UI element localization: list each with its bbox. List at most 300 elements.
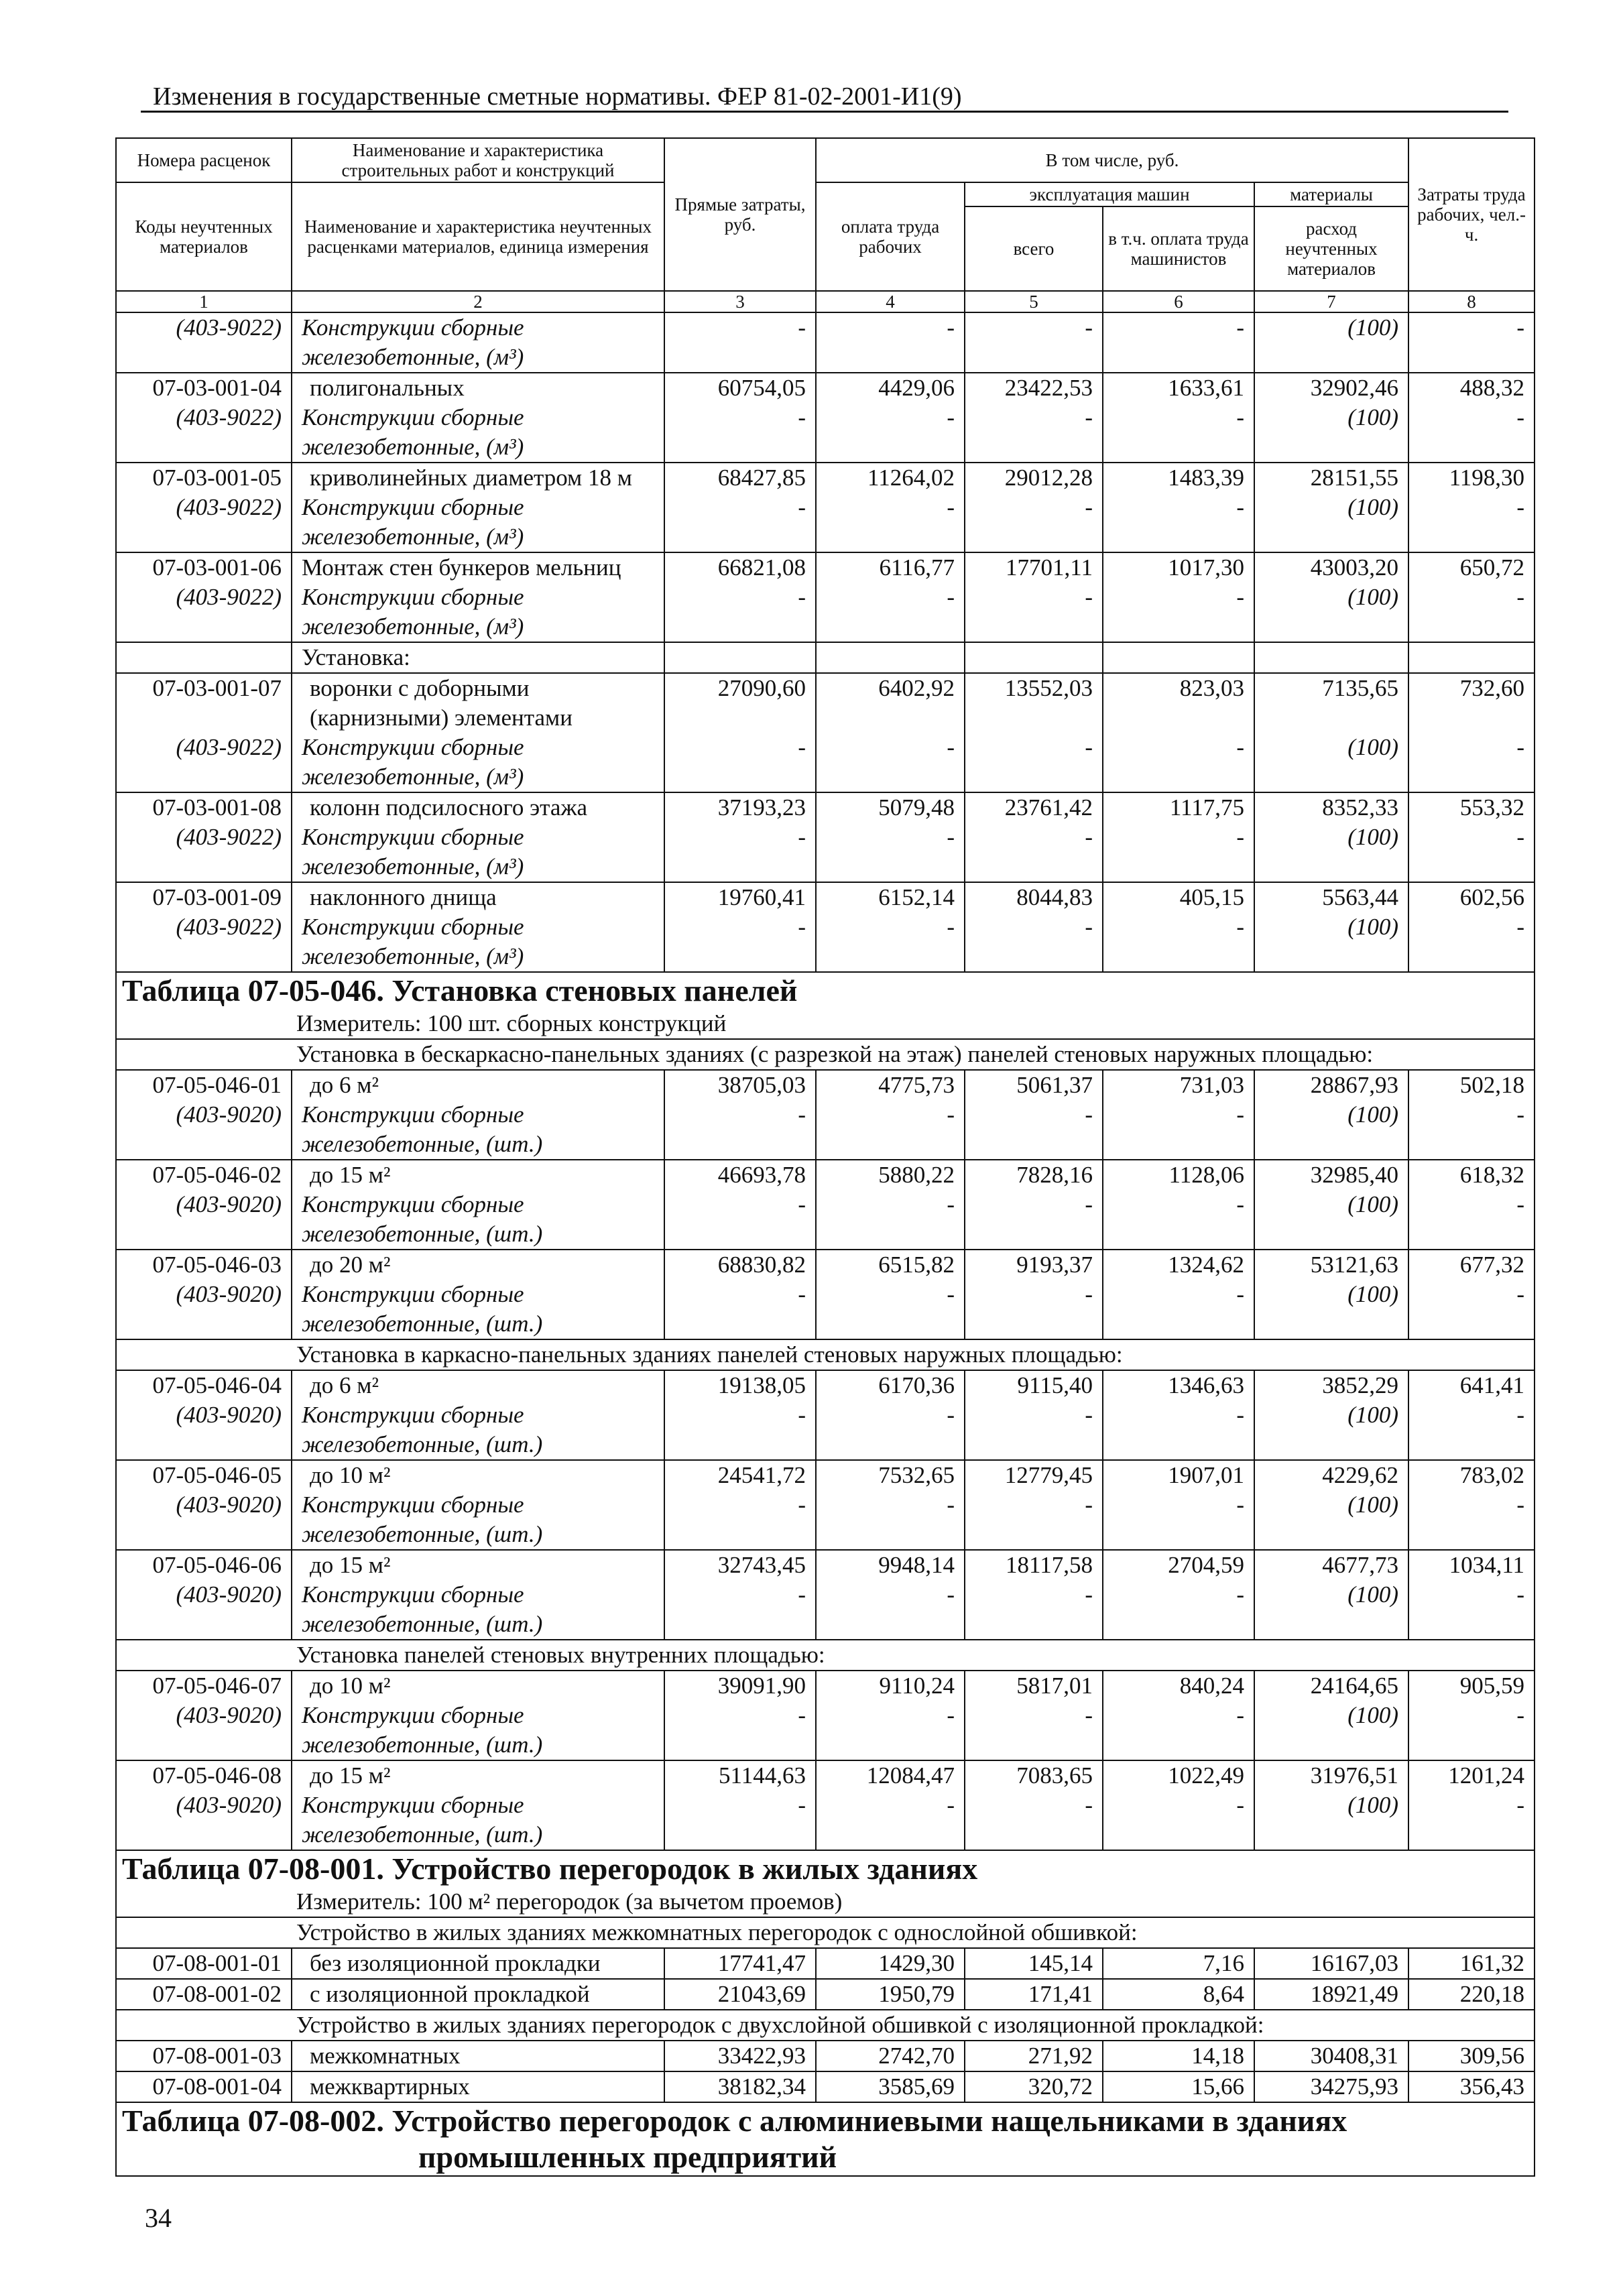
cell-dash: - [664,1400,816,1460]
cell-dash: - [816,823,965,882]
rate-direct-cost: 33422,93 [664,2041,816,2071]
cell-dash: - [965,1580,1103,1640]
rate-direct-cost: 21043,69 [664,1979,816,2010]
cell-dash: - [1103,1280,1254,1339]
rate-row [116,1370,1535,1400]
material-consumption: (100) [1254,1280,1408,1339]
material-name: Конструкции сборные железобетонные, (шт.) [292,1400,664,1460]
empty-cell [1254,642,1408,673]
rate-labor-pay: 6515,82 [816,1250,965,1280]
cell-dash: - [1103,1490,1254,1550]
cell-dash: - [1103,583,1254,642]
meter-row [116,1009,1535,1039]
rate-machinists-pay: 840,24 [1103,1671,1254,1701]
cell-dash: - [965,1490,1103,1550]
material-consumption: (100) [1254,493,1408,552]
cell-dash: - [1408,1791,1535,1850]
cell-dash: - [664,733,816,792]
material-row [116,823,1535,882]
material-name: Конструкции сборные железобетонные, (шт.) [292,1100,664,1160]
rate-labor-hours: 905,59 [1408,1671,1535,1701]
rate-labor-pay: 6152,14 [816,882,965,912]
rates-table-container [115,137,1534,2177]
header-machines: эксплуатация машин [965,182,1254,206]
material-name: Конструкции сборные железобетонные, (шт.) [292,1701,664,1760]
header-col7: расход неучтенных материалов [1254,206,1408,291]
rate-labor-hours: 783,02 [1408,1460,1535,1490]
table-header [116,138,1535,312]
rate-row [116,1550,1535,1580]
section-label: Установка панелей стеновых внутренних площадью: [116,1640,1535,1671]
rate-labor-pay: 1429,30 [816,1948,965,1979]
empty-cell [664,642,816,673]
header-col2-bottom: Наименование и характеристика неучтенных расценками материалов, единица измерения [292,182,664,291]
material-consumption: (100) [1254,1490,1408,1550]
cell-dash: - [816,1701,965,1760]
rate-machines-total: 18117,58 [965,1550,1103,1580]
rate-machinists-pay: 731,03 [1103,1070,1254,1100]
rate-materials: 43003,20 [1254,552,1408,583]
rate-direct-cost: 37193,23 [664,792,816,823]
material-code: (403-9020) [116,1701,292,1760]
material-consumption: (100) [1254,1580,1408,1640]
column-number: 2 [292,291,664,312]
header-col4: оплата труда рабочих [816,182,965,291]
rate-labor-hours: 553,32 [1408,792,1535,823]
rate-labor-hours: 1034,11 [1408,1550,1535,1580]
rate-machines-total: 320,72 [965,2071,1103,2102]
cell-dash: - [816,1100,965,1160]
header-col2-top: Наименование и характеристика строительных работ и конструкций [292,138,664,182]
rate-materials: 28151,55 [1254,463,1408,493]
rate-machinists-pay: 1324,62 [1103,1250,1254,1280]
rate-id: 07-05-046-07 [116,1671,292,1701]
rate-labor-hours: 732,60 [1408,673,1535,733]
cell-dash: - [816,312,965,373]
material-consumption: (100) [1254,1701,1408,1760]
rate-id: 07-05-046-08 [116,1760,292,1791]
table-title: Таблица 07-05-046. Установка стеновых панелей [116,972,1535,1009]
rate-materials: 16167,03 [1254,1948,1408,1979]
cell-dash: - [965,1701,1103,1760]
cell-dash: - [664,1490,816,1550]
cell-dash: - [1103,912,1254,972]
cell-dash: - [816,583,965,642]
cell-dash: - [664,912,816,972]
material-consumption: (100) [1254,1100,1408,1160]
rate-machines-total: 145,14 [965,1948,1103,1979]
rate-labor-pay: 6402,92 [816,673,965,733]
section-label-row [116,1039,1535,1070]
rate-id: 07-05-046-04 [116,1370,292,1400]
rate-direct-cost: 19760,41 [664,882,816,912]
material-code: (403-9022) [116,403,292,463]
cell-dash: - [816,912,965,972]
rate-labor-pay: 12084,47 [816,1760,965,1791]
rate-name: до 6 м² [292,1370,664,1400]
rate-machines-total: 7828,16 [965,1160,1103,1190]
rate-direct-cost: 39091,90 [664,1671,816,1701]
cell-dash: - [965,403,1103,463]
rate-row [116,1979,1535,2010]
cell-dash: - [1408,1400,1535,1460]
section-label-row [116,642,1535,673]
table-title-row [116,2102,1535,2139]
cell-dash: - [1408,823,1535,882]
column-number: 1 [116,291,292,312]
section-label-row [116,1640,1535,1671]
rate-direct-cost: 27090,60 [664,673,816,733]
cell-dash: - [664,1791,816,1850]
material-row [116,312,1535,373]
section-label-row [116,1917,1535,1948]
cell-dash: - [816,1280,965,1339]
cell-dash: - [965,312,1103,373]
rate-name: наклонного днища [292,882,664,912]
material-code: (403-9020) [116,1580,292,1640]
cell-dash: - [664,312,816,373]
rate-direct-cost: 32743,45 [664,1550,816,1580]
material-name: Конструкции сборные железобетонные, (м³) [292,493,664,552]
rate-id: 07-08-001-01 [116,1948,292,1979]
table-title-row [116,972,1535,1009]
cell-dash: - [1408,493,1535,552]
table-title-continued: промышленных предприятий [116,2139,1535,2176]
material-name: Конструкции сборные железобетонные, (шт.) [292,1280,664,1339]
material-consumption: (100) [1254,312,1408,373]
cell-dash: - [664,1280,816,1339]
rate-direct-cost: 68427,85 [664,463,816,493]
column-number: 8 [1408,291,1535,312]
rate-machinists-pay: 7,16 [1103,1948,1254,1979]
rate-labor-hours: 650,72 [1408,552,1535,583]
cell-dash: - [1408,1280,1535,1339]
rate-materials: 32902,46 [1254,373,1408,403]
rate-machinists-pay: 1017,30 [1103,552,1254,583]
rate-name: без изоляционной прокладки [292,1948,664,1979]
rate-labor-pay: 11264,02 [816,463,965,493]
rate-labor-hours: 309,56 [1408,2041,1535,2071]
rate-labor-pay: 1950,79 [816,1979,965,2010]
material-consumption: (100) [1254,823,1408,882]
material-row [116,1701,1535,1760]
cell-dash: - [1408,312,1535,373]
cell-dash: - [816,1400,965,1460]
rate-direct-cost: 60754,05 [664,373,816,403]
page-number: 34 [145,2203,172,2233]
material-code: (403-9022) [116,912,292,972]
empty-cell [116,642,292,673]
material-name: Конструкции сборные железобетонные, (м³) [292,583,664,642]
meter-text: Измеритель: 100 шт. сборных конструкций [116,1009,1535,1039]
rate-machinists-pay: 15,66 [1103,2071,1254,2102]
empty-cell [816,642,965,673]
rate-name: с изоляционной прокладкой [292,1979,664,2010]
cell-dash: - [664,1580,816,1640]
rate-id: 07-03-001-09 [116,882,292,912]
rate-row [116,1948,1535,1979]
rate-materials: 7135,65 [1254,673,1408,733]
rate-machinists-pay: 1128,06 [1103,1160,1254,1190]
rate-direct-cost: 46693,78 [664,1160,816,1190]
cell-dash: - [1103,493,1254,552]
header-col3: Прямые затраты, руб. [664,138,816,291]
rate-direct-cost: 38182,34 [664,2071,816,2102]
rate-machines-total: 23761,42 [965,792,1103,823]
material-code: (403-9020) [116,1490,292,1550]
rate-name: до 10 м² [292,1671,664,1701]
rate-id: 07-08-001-04 [116,2071,292,2102]
rate-materials: 3852,29 [1254,1370,1408,1400]
material-row [116,403,1535,463]
rate-id: 07-08-001-02 [116,1979,292,2010]
rate-row [116,2071,1535,2102]
material-row [116,733,1535,792]
rate-direct-cost: 51144,63 [664,1760,816,1791]
rate-materials: 30408,31 [1254,2041,1408,2071]
section-label: Установка: [292,642,664,673]
rate-machines-total: 8044,83 [965,882,1103,912]
rate-row [116,673,1535,733]
cell-dash: - [1103,312,1254,373]
cell-dash: - [664,493,816,552]
table-title: Таблица 07-08-001. Устройство перегородок в жилых зданиях [116,1850,1535,1887]
material-name: Конструкции сборные железобетонные, (м³) [292,733,664,792]
material-row [116,1100,1535,1160]
rate-labor-pay: 6116,77 [816,552,965,583]
rate-machines-total: 5817,01 [965,1671,1103,1701]
material-name: Конструкции сборные железобетонные, (м³) [292,823,664,882]
rate-labor-hours: 356,43 [1408,2071,1535,2102]
rates-table [115,137,1535,2177]
material-consumption: (100) [1254,1791,1408,1850]
rate-direct-cost: 66821,08 [664,552,816,583]
cell-dash: - [816,1580,965,1640]
rate-id: 07-08-001-03 [116,2041,292,2071]
rate-labor-pay: 6170,36 [816,1370,965,1400]
material-consumption: (100) [1254,1190,1408,1250]
document-header-title: Изменения в государственные сметные нормативы. ФЕР 81-02-2001-И1(9) [153,82,962,111]
rate-name: до 20 м² [292,1250,664,1280]
rate-labor-hours: 1201,24 [1408,1760,1535,1791]
rate-name: полигональных [292,373,664,403]
rate-labor-hours: 677,32 [1408,1250,1535,1280]
cell-dash: - [1408,1190,1535,1250]
cell-dash: - [965,1100,1103,1160]
cell-dash: - [1408,1490,1535,1550]
rate-row [116,2041,1535,2071]
rate-materials: 31976,51 [1254,1760,1408,1791]
table-title-row [116,2139,1535,2176]
material-code: (403-9020) [116,1100,292,1160]
rate-machines-total: 9193,37 [965,1250,1103,1280]
cell-dash: - [664,403,816,463]
material-row [116,583,1535,642]
rate-labor-hours: 502,18 [1408,1070,1535,1100]
rate-id: 07-03-001-04 [116,373,292,403]
section-label: Установка в бескаркасно-панельных зданиях (с разрезкой на этаж) панелей стеновых наружных площадью: [116,1039,1535,1070]
cell-dash: - [1408,1100,1535,1160]
rate-row [116,882,1535,912]
cell-dash: - [816,1791,965,1850]
rate-materials: 4677,73 [1254,1550,1408,1580]
cell-dash: - [664,1701,816,1760]
cell-dash: - [965,1400,1103,1460]
rate-labor-hours: 602,56 [1408,882,1535,912]
cell-dash: - [816,1490,965,1550]
rate-id: 07-05-046-05 [116,1460,292,1490]
rate-row [116,1160,1535,1190]
rate-machines-total: 7083,65 [965,1760,1103,1791]
rate-machinists-pay: 823,03 [1103,673,1254,733]
header-col8: Затраты труда рабочих, чел.-ч. [1408,138,1535,291]
material-row [116,493,1535,552]
rate-row [116,1070,1535,1100]
column-numbers-row [116,291,1535,312]
material-code: (403-9022) [116,312,292,373]
rate-labor-pay: 9948,14 [816,1550,965,1580]
cell-dash: - [965,912,1103,972]
header-col1-top: Номера расценок [116,138,292,182]
cell-dash: - [816,493,965,552]
section-label-row [116,1339,1535,1370]
rate-row [116,552,1535,583]
rate-materials: 18921,49 [1254,1979,1408,2010]
rate-labor-pay: 5079,48 [816,792,965,823]
rate-machinists-pay: 8,64 [1103,1979,1254,2010]
material-code: (403-9020) [116,1791,292,1850]
material-consumption: (100) [1254,733,1408,792]
rate-labor-pay: 4775,73 [816,1070,965,1100]
section-label: Устройство в жилых зданиях перегородок с двухслойной обшивкой с изоляционной прокладкой: [116,2010,1535,2041]
rate-machines-total: 13552,03 [965,673,1103,733]
material-name: Конструкции сборные железобетонные, (шт.) [292,1580,664,1640]
rate-machinists-pay: 2704,59 [1103,1550,1254,1580]
rate-id: 07-03-001-07 [116,673,292,733]
material-row [116,912,1535,972]
cell-dash: - [965,823,1103,882]
rate-machinists-pay: 1907,01 [1103,1460,1254,1490]
rate-machinists-pay: 14,18 [1103,2041,1254,2071]
rate-machinists-pay: 1346,63 [1103,1370,1254,1400]
material-code: (403-9022) [116,733,292,792]
cell-dash: - [816,403,965,463]
rate-name: колонн подсилосного этажа [292,792,664,823]
material-code: (403-9020) [116,1400,292,1460]
material-name: Конструкции сборные железобетонные, (м³) [292,312,664,373]
rate-materials: 5563,44 [1254,882,1408,912]
material-row [116,1190,1535,1250]
cell-dash: - [1103,733,1254,792]
material-consumption: (100) [1254,1400,1408,1460]
cell-dash: - [965,733,1103,792]
cell-dash: - [664,823,816,882]
rate-row [116,373,1535,403]
rate-machinists-pay: 1022,49 [1103,1760,1254,1791]
cell-dash: - [816,1190,965,1250]
material-code: (403-9020) [116,1190,292,1250]
column-number: 5 [965,291,1103,312]
empty-cell [965,642,1103,673]
table-title: Таблица 07-08-002. Устройство перегородок с алюминиевыми нащельниками в зданиях [116,2102,1535,2139]
rate-name: криволинейных диаметром 18 м [292,463,664,493]
rate-labor-hours: 220,18 [1408,1979,1535,2010]
rate-direct-cost: 24541,72 [664,1460,816,1490]
cell-dash: - [1103,1400,1254,1460]
rate-id: 07-05-046-06 [116,1550,292,1580]
cell-dash: - [1408,583,1535,642]
cell-dash: - [1103,1580,1254,1640]
rate-machinists-pay: 405,15 [1103,882,1254,912]
material-row [116,1580,1535,1640]
rate-row [116,1460,1535,1490]
column-number: 7 [1254,291,1408,312]
rate-labor-pay: 5880,22 [816,1160,965,1190]
section-label: Устройство в жилых зданиях межкомнатных перегородок с однослойной обшивкой: [116,1917,1535,1948]
table-title-row [116,1850,1535,1887]
rate-name: до 10 м² [292,1460,664,1490]
rate-direct-cost: 38705,03 [664,1070,816,1100]
rate-id: 07-05-046-01 [116,1070,292,1100]
cell-dash: - [1408,912,1535,972]
header-col1-bottom: Коды неучтенных материалов [116,182,292,291]
material-name: Конструкции сборные железобетонные, (м³) [292,912,664,972]
rate-labor-pay: 2742,70 [816,2041,965,2071]
rate-name: до 6 м² [292,1070,664,1100]
rate-labor-hours: 1198,30 [1408,463,1535,493]
rate-row [116,463,1535,493]
rate-materials: 32985,40 [1254,1160,1408,1190]
empty-cell [1103,642,1254,673]
rate-materials: 34275,93 [1254,2071,1408,2102]
header-materials: материалы [1254,182,1408,206]
cell-dash: - [1103,403,1254,463]
rate-materials: 24164,65 [1254,1671,1408,1701]
rate-labor-hours: 618,32 [1408,1160,1535,1190]
rate-labor-pay: 4429,06 [816,373,965,403]
material-name: Конструкции сборные железобетонные, (шт.) [292,1190,664,1250]
cell-dash: - [965,1190,1103,1250]
material-name: Конструкции сборные железобетонные, (м³) [292,403,664,463]
rate-machines-total: 5061,37 [965,1070,1103,1100]
rate-machines-total: 29012,28 [965,463,1103,493]
rate-materials: 8352,33 [1254,792,1408,823]
rate-labor-hours: 641,41 [1408,1370,1535,1400]
rate-name: до 15 м² [292,1760,664,1791]
rate-name: до 15 м² [292,1550,664,1580]
rate-direct-cost: 19138,05 [664,1370,816,1400]
cell-dash: - [664,583,816,642]
cell-dash: - [1408,1701,1535,1760]
column-number: 6 [1103,291,1254,312]
header-rule [141,111,1508,113]
cell-dash: - [1408,733,1535,792]
material-name: Конструкции сборные железобетонные, (шт.) [292,1791,664,1850]
rate-labor-pay: 3585,69 [816,2071,965,2102]
material-row [116,1280,1535,1339]
meter-text: Измеритель: 100 м² перегородок (за вычетом проемов) [116,1887,1535,1917]
cell-dash: - [965,1280,1103,1339]
rate-name: межкомнатных [292,2041,664,2071]
rate-materials: 28867,93 [1254,1070,1408,1100]
header-col5: всего [965,206,1103,291]
material-consumption: (100) [1254,403,1408,463]
rate-id: 07-03-001-08 [116,792,292,823]
section-label: Установка в каркасно-панельных зданиях панелей стеновых наружных площадью: [116,1339,1535,1370]
material-consumption: (100) [1254,583,1408,642]
cell-dash: - [1103,1701,1254,1760]
empty-cell [1408,642,1535,673]
